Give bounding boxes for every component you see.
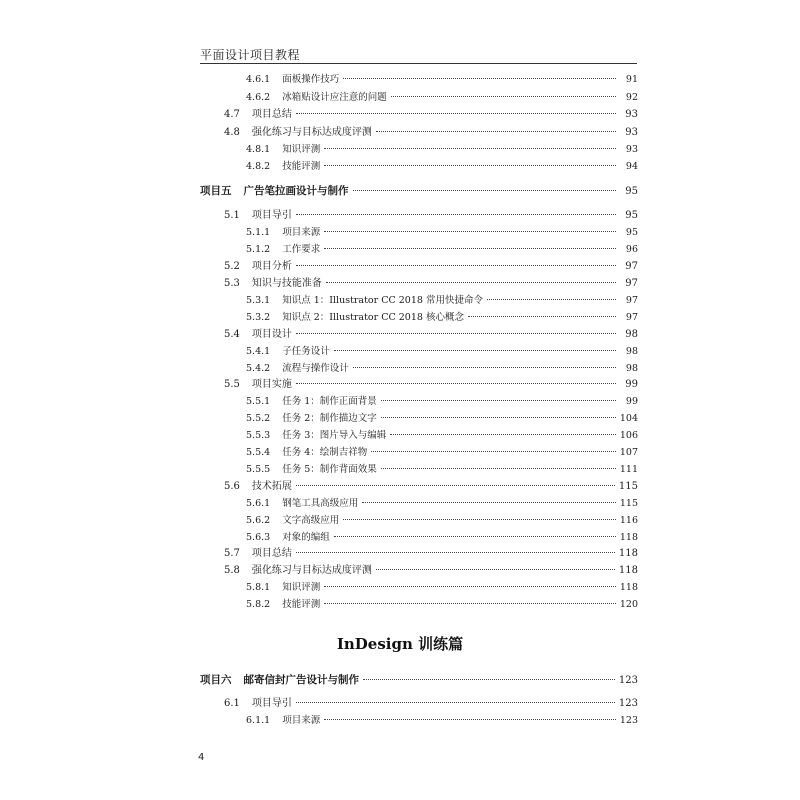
toc-entry-number: 5.5.5 (246, 464, 271, 475)
toc-entry-title: 知识点 2：Illustrator CC 2018 核心概念 (282, 312, 464, 323)
dot-leader (324, 165, 616, 166)
toc-entry-page: 118 (619, 582, 638, 593)
toc-entry-page: 107 (619, 447, 638, 458)
toc-entry-title: 强化练习与目标达成度评测 (251, 565, 372, 576)
toc-entry (200, 183, 638, 199)
toc-entry-number: 5.3.2 (246, 312, 271, 323)
toc-entry-number: 5.6.3 (246, 532, 271, 543)
toc-entry-number: 5.5 (224, 379, 240, 390)
toc-entry-page: 97 (625, 295, 638, 306)
toc-entry-title: 知识评测 (282, 582, 321, 593)
toc-entry-page: 95 (625, 210, 638, 221)
toc-entry-number: 4.6.1 (246, 74, 271, 85)
toc-entry (246, 530, 638, 546)
toc-entry (224, 546, 638, 562)
toc-entry-title: 任务 3：图片导入与编辑 (282, 430, 387, 441)
page-number: 4 (198, 752, 205, 763)
toc-entry-title: 任务 4：绘制吉祥物 (282, 447, 368, 458)
dot-leader (326, 282, 616, 283)
toc-entry (246, 496, 638, 512)
toc-entry-number: 5.2 (224, 261, 240, 272)
toc-entry (224, 479, 638, 495)
toc-entry-title: 项目总结 (251, 548, 292, 559)
toc-entry-number: 4.8.2 (246, 161, 271, 172)
toc-entry-number: 5.6.2 (246, 515, 271, 526)
dot-leader (324, 719, 616, 720)
dot-leader (324, 586, 616, 587)
toc-entry-title: 邮寄信封广告设计与制作 (243, 674, 359, 686)
toc-entry-number: 5.8.1 (246, 582, 271, 593)
toc-entry-number: 5.7 (224, 548, 240, 559)
dot-leader (296, 485, 615, 486)
toc-entry-title: 知识与技能准备 (251, 278, 322, 289)
toc-entry-number: 4.6.2 (246, 92, 271, 103)
toc-entry (224, 696, 638, 712)
toc-entry-page: 99 (625, 379, 638, 390)
toc-entry-page: 97 (625, 312, 638, 323)
toc-entry-page: 93 (625, 109, 638, 120)
toc-entry-title: 子任务设计 (282, 346, 330, 357)
toc-entry-number: 5.5.3 (246, 430, 271, 441)
toc-entry (246, 597, 638, 613)
toc-entry (246, 462, 638, 478)
toc-entry-title: 工作要求 (282, 244, 321, 255)
toc-entry-page: 92 (625, 92, 638, 103)
toc-entry (200, 672, 638, 688)
toc-entry-page: 118 (619, 532, 638, 543)
toc-entry (246, 72, 638, 88)
toc-entry-page: 94 (625, 161, 638, 172)
toc-entry-page: 97 (625, 261, 638, 272)
toc-entry (224, 259, 638, 275)
toc-entry-title: 任务 1：制作正面背景 (282, 396, 377, 407)
toc-entry-number: 项目五 (200, 185, 232, 197)
dot-leader (391, 96, 616, 97)
toc-entry-title: 项目设计 (251, 329, 292, 340)
toc-entry (246, 445, 638, 461)
dot-leader (334, 350, 616, 351)
toc-entry (224, 208, 638, 224)
toc-entry-page: 115 (618, 481, 638, 492)
toc-entry-title: 项目总结 (251, 109, 292, 120)
toc-entry (246, 225, 638, 241)
toc-entry-page: 118 (618, 548, 638, 559)
toc-entry (246, 394, 638, 410)
toc-entry-page: 99 (625, 396, 638, 407)
dot-leader (296, 333, 616, 334)
toc-entry-title: 文字高级应用 (282, 515, 340, 526)
toc-entry (246, 159, 638, 175)
dot-leader (296, 113, 616, 114)
toc-entry-number: 4.8 (224, 127, 240, 138)
dot-leader (296, 552, 615, 553)
toc-entry (246, 90, 638, 106)
dot-leader (343, 519, 616, 520)
toc-entry-number: 6.1 (224, 698, 240, 709)
toc-entry (246, 344, 638, 360)
toc-entry-page: 106 (619, 430, 638, 441)
toc-entry (224, 563, 638, 579)
running-head: 平面设计项目教程 (200, 48, 301, 62)
toc-entry-number: 4.7 (224, 109, 240, 120)
dot-leader (468, 316, 616, 317)
toc-entry-page: 120 (619, 599, 638, 610)
toc-entry-page: 123 (618, 698, 638, 709)
toc-entry-title: 强化练习与目标达成度评测 (251, 127, 372, 138)
toc-entry-number: 4.8.1 (246, 144, 271, 155)
toc-entry-number: 5.8.2 (246, 599, 271, 610)
toc-entry-title: 知识点 1：Illustrator CC 2018 常用快捷命令 (282, 295, 483, 306)
toc-entry-page: 96 (625, 244, 638, 255)
toc-entry-page: 95 (625, 227, 638, 238)
toc-entry-page: 98 (625, 329, 638, 340)
toc-entry-number: 5.1 (224, 210, 240, 221)
toc-entry (246, 310, 638, 326)
toc-entry-number: 5.8 (224, 565, 240, 576)
toc-entry-page: 116 (619, 515, 638, 526)
toc-entry-number: 5.3 (224, 278, 240, 289)
toc-entry-title: 任务 5：制作背面效果 (282, 464, 377, 475)
toc-entry (246, 513, 638, 529)
toc-entry (246, 428, 638, 444)
toc-entry (246, 580, 638, 596)
toc-entry-title: 项目导引 (251, 698, 292, 709)
toc-entry-title: 钢笔工具高级应用 (282, 498, 359, 509)
toc-entry (246, 142, 638, 158)
toc-entry-title: 面板操作技巧 (282, 74, 340, 85)
toc-entry-page: 123 (618, 675, 638, 686)
toc-entry (246, 293, 638, 309)
toc-entry-page: 115 (619, 498, 638, 509)
toc-entry-page: 97 (625, 278, 638, 289)
dot-leader (376, 131, 616, 132)
toc-entry (246, 713, 638, 729)
toc-entry-number: 6.1.1 (246, 715, 271, 726)
dot-leader (296, 702, 615, 703)
dot-leader (390, 434, 616, 435)
toc-entry-number: 5.5.2 (246, 413, 271, 424)
toc-entry-title: 流程与操作设计 (282, 363, 349, 374)
toc-entry-title: 对象的编组 (282, 532, 330, 543)
toc-entry-page: 98 (625, 346, 638, 357)
toc-entry-page: 91 (625, 74, 638, 85)
toc-entry-number: 5.5.1 (246, 396, 271, 407)
dot-leader (376, 569, 615, 570)
toc-entry-title: 任务 2：制作描边文字 (282, 413, 377, 424)
toc-entry-title: 项目实施 (251, 379, 292, 390)
toc-entry (246, 242, 638, 258)
dot-leader (353, 190, 617, 191)
dot-leader (381, 468, 616, 469)
toc-entry-number: 5.1.2 (246, 244, 271, 255)
dot-leader (353, 367, 616, 368)
dot-leader (296, 214, 616, 215)
dot-leader (334, 536, 616, 537)
toc-entry-title: 广告笔拉画设计与制作 (243, 185, 349, 197)
toc-entry (246, 411, 638, 427)
dot-leader (381, 400, 616, 401)
toc-entry-number: 5.4.1 (246, 346, 271, 357)
toc-entry (224, 107, 638, 123)
toc-entry-title: 技能评测 (282, 599, 321, 610)
toc-entry (246, 361, 638, 377)
toc-entry-page: 123 (619, 715, 638, 726)
toc-entry-title: 项目来源 (282, 715, 321, 726)
dot-leader (296, 265, 616, 266)
toc-entry-title: 项目来源 (282, 227, 321, 238)
dot-leader (343, 78, 616, 79)
toc-entry-number: 5.6.1 (246, 498, 271, 509)
toc-entry-title: 知识评测 (282, 144, 321, 155)
toc-entry-title: 项目导引 (251, 210, 292, 221)
toc-entry (224, 276, 638, 292)
toc-entry-number: 5.5.4 (246, 447, 271, 458)
dot-leader (324, 231, 616, 232)
toc-entry-title: 技术拓展 (251, 481, 292, 492)
toc-entry-page: 95 (625, 186, 638, 197)
toc-entry-page: 93 (625, 144, 638, 155)
toc-entry-page: 118 (618, 565, 638, 576)
toc-entry (224, 125, 638, 141)
dot-leader (371, 451, 616, 452)
dot-leader (324, 603, 616, 604)
dot-leader (324, 248, 616, 249)
toc-entry-title: 项目分析 (251, 261, 292, 272)
dot-leader (324, 148, 616, 149)
toc-entry (224, 377, 638, 393)
toc-entry-number: 5.4 (224, 329, 240, 340)
toc-entry-number: 5.1.1 (246, 227, 271, 238)
toc-entry-title: 冰箱贴设计应注意的问题 (282, 92, 387, 103)
toc-entry-page: 111 (619, 464, 638, 475)
toc-entry-number: 项目六 (200, 674, 232, 686)
dot-leader (487, 299, 616, 300)
toc-entry-page: 104 (619, 413, 638, 424)
toc-entry (224, 327, 638, 343)
dot-leader (362, 502, 616, 503)
toc-entry-number: 5.4.2 (246, 363, 271, 374)
dot-leader (381, 417, 616, 418)
toc-entry-page: 93 (625, 127, 638, 138)
dot-leader (363, 679, 615, 680)
toc-entry-title: 技能评测 (282, 161, 321, 172)
section-heading: InDesign 训练篇 (336, 635, 464, 653)
toc-entry-number: 5.3.1 (246, 295, 271, 306)
toc-entry-number: 5.6 (224, 481, 240, 492)
toc-entry-page: 98 (625, 363, 638, 374)
dot-leader (296, 383, 616, 384)
